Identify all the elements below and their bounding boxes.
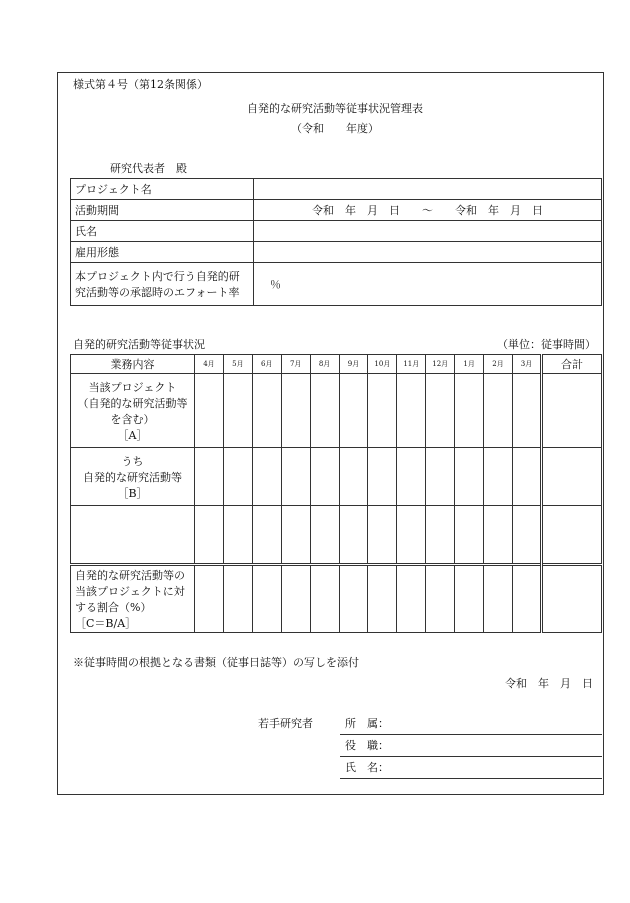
ratio-cell[interactable] — [281, 565, 310, 633]
fiscal-year: （令和 年度） — [291, 122, 379, 135]
hour-cell[interactable] — [252, 448, 281, 506]
signer-name-label: 氏 名： — [345, 761, 389, 774]
hour-cell[interactable] — [281, 506, 310, 565]
effort-unit: ％ — [270, 278, 281, 291]
work-status-table — [70, 354, 602, 633]
task-column-header: 業務内容 — [71, 355, 195, 374]
hour-cell[interactable] — [223, 506, 252, 565]
period-field[interactable]: 令和 年 月 日 〜 令和 年 月 日 — [254, 200, 602, 221]
signer-name-line[interactable] — [340, 778, 602, 779]
hour-cell[interactable] — [368, 506, 397, 565]
hour-cell[interactable] — [484, 506, 513, 565]
hour-cell[interactable] — [512, 448, 541, 506]
ratio-cell[interactable] — [512, 565, 541, 633]
row-label-line: 当該プロジェクト — [88, 380, 177, 394]
effort-label-line: 究活動等の承認時のエフォート率 — [75, 286, 240, 299]
hour-cell[interactable] — [426, 374, 455, 448]
hour-cell[interactable] — [484, 374, 513, 448]
hour-cell[interactable] — [455, 506, 484, 565]
table-row — [71, 565, 602, 633]
hour-cell[interactable] — [368, 374, 397, 448]
date-line: 令和 年 月 日 — [505, 677, 593, 690]
position-label: 役 職： — [345, 739, 389, 752]
project-name-field[interactable] — [254, 179, 602, 200]
month-header: 6月 — [252, 355, 281, 374]
affiliation-label: 所 属： — [345, 717, 389, 730]
hour-cell[interactable] — [195, 374, 224, 448]
table-header-row — [71, 355, 602, 374]
hour-cell[interactable] — [484, 448, 513, 506]
row-label-line: うち — [121, 454, 144, 468]
hour-cell[interactable] — [281, 448, 310, 506]
project-name-label: プロジェクト名 — [71, 179, 254, 200]
hour-cell[interactable] — [426, 448, 455, 506]
total-column-header: 合計 — [542, 355, 602, 374]
month-header: 12月 — [426, 355, 455, 374]
hour-cell[interactable] — [339, 506, 368, 565]
row-label-b — [71, 448, 195, 506]
hour-cell[interactable] — [223, 374, 252, 448]
table-row — [71, 263, 602, 306]
hour-cell[interactable] — [397, 448, 426, 506]
table-row — [71, 448, 602, 506]
researcher-label: 若手研究者 — [258, 717, 313, 730]
row-label-empty[interactable] — [71, 506, 195, 565]
month-header: 1月 — [455, 355, 484, 374]
ratio-cell[interactable] — [368, 565, 397, 633]
hour-cell[interactable] — [195, 506, 224, 565]
hour-cell[interactable] — [310, 374, 339, 448]
employment-field[interactable] — [254, 242, 602, 263]
row-label-line: ［C＝B/A］ — [75, 617, 137, 630]
hour-cell[interactable] — [310, 448, 339, 506]
row-label-line: ［B］ — [117, 486, 148, 500]
ratio-cell[interactable] — [310, 565, 339, 633]
hour-cell[interactable] — [310, 506, 339, 565]
month-header: 10月 — [368, 355, 397, 374]
employment-label: 雇用形態 — [71, 242, 254, 263]
month-header: 7月 — [281, 355, 310, 374]
hour-cell[interactable] — [455, 374, 484, 448]
effort-field[interactable] — [254, 263, 602, 306]
hour-cell[interactable] — [339, 374, 368, 448]
hour-cell[interactable] — [339, 448, 368, 506]
table-row — [71, 221, 602, 242]
form-title: 自発的な研究活動等従事状況管理表 — [247, 102, 423, 115]
hour-cell[interactable] — [512, 374, 541, 448]
position-line[interactable] — [340, 756, 602, 757]
ratio-cell[interactable] — [484, 565, 513, 633]
name-field[interactable] — [254, 221, 602, 242]
table-row — [71, 506, 602, 565]
table-row — [71, 179, 602, 200]
month-header: 5月 — [223, 355, 252, 374]
month-header: 11月 — [397, 355, 426, 374]
row-label-line: 自発的な研究活動等の — [75, 569, 185, 582]
row-label-line: 自発的な研究活動等 — [83, 470, 182, 484]
row-label-c — [71, 565, 195, 633]
hour-cell[interactable] — [397, 374, 426, 448]
table-row — [71, 200, 602, 221]
hour-cell[interactable] — [426, 506, 455, 565]
month-header: 9月 — [339, 355, 368, 374]
hour-cell[interactable] — [252, 506, 281, 565]
project-info-table — [70, 178, 602, 306]
total-cell[interactable] — [542, 506, 602, 565]
effort-label-line: 本プロジェクト内で行う自発的研 — [75, 270, 240, 283]
total-cell[interactable] — [542, 374, 602, 448]
hour-cell[interactable] — [195, 448, 224, 506]
period-label: 活動期間 — [71, 200, 254, 221]
ratio-cell[interactable] — [252, 565, 281, 633]
row-label-line: ［A］ — [117, 428, 148, 442]
row-label-line: （自発的な研究活動等 — [77, 396, 188, 410]
ratio-cell[interactable] — [223, 565, 252, 633]
hour-cell[interactable] — [281, 374, 310, 448]
hour-cell[interactable] — [252, 374, 281, 448]
hour-cell[interactable] — [397, 506, 426, 565]
row-label-line: する割合（%） — [75, 601, 152, 614]
row-label-a — [71, 374, 195, 448]
name-label: 氏名 — [71, 221, 254, 242]
ratio-cell[interactable] — [339, 565, 368, 633]
row-label-line: を含む） — [110, 412, 155, 426]
month-header: 8月 — [310, 355, 339, 374]
row-label-line: 当該プロジェクトに対 — [75, 585, 185, 598]
table-row — [71, 374, 602, 448]
ratio-cell[interactable] — [426, 565, 455, 633]
table-row — [71, 242, 602, 263]
ratio-cell[interactable] — [397, 565, 426, 633]
effort-label — [71, 263, 254, 306]
ratio-cell[interactable] — [195, 565, 224, 633]
month-header: 3月 — [512, 355, 541, 374]
hour-cell[interactable] — [455, 448, 484, 506]
hour-cell[interactable] — [223, 448, 252, 506]
month-header: 2月 — [484, 355, 513, 374]
work-section-title: 自発的研究活動等従事状況 — [73, 338, 205, 351]
addressee: 研究代表者 殿 — [110, 162, 187, 175]
affiliation-line[interactable] — [340, 734, 602, 735]
attachment-note: ※従事時間の根拠となる書類（従事日誌等）の写しを添付 — [73, 656, 359, 669]
total-cell[interactable] — [542, 448, 602, 506]
hour-cell[interactable] — [368, 448, 397, 506]
total-cell[interactable] — [542, 565, 602, 633]
form-number: 様式第４号（第12条関係） — [73, 78, 208, 91]
ratio-cell[interactable] — [455, 565, 484, 633]
hour-cell[interactable] — [512, 506, 541, 565]
month-header: 4月 — [195, 355, 224, 374]
unit-label: （単位：従事時間） — [497, 338, 596, 351]
